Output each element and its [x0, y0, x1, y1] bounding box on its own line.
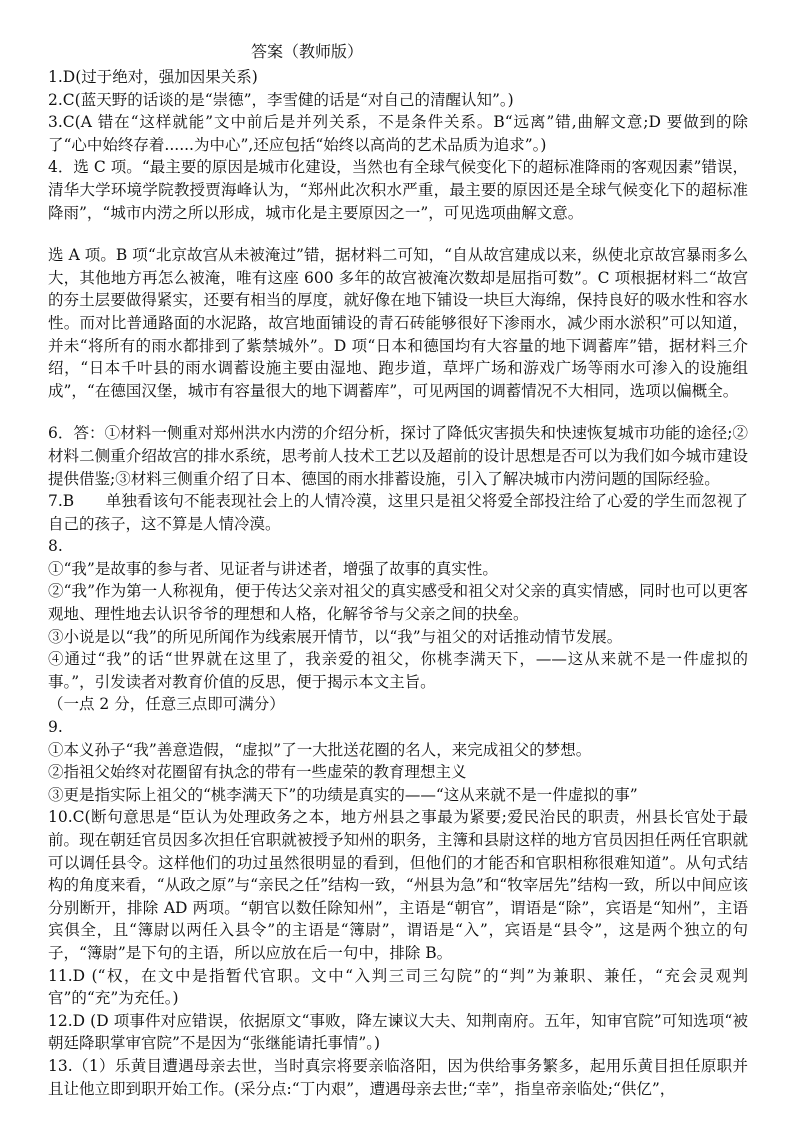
answer-paragraph: 12.D (D 项事件对应错误，依据原文“事败，降左谏议大夫、知荆南府。五年，知审官院”可知选项“被朝廷降职掌审官院”不是因为“张继能请托事情”。): [48, 1011, 748, 1053]
answer-paragraph: ②“我”作为第一人称视角，便于传达父亲对祖父的真实感受和祖父对父亲的真实情感，同时也可以更客观地、理性地去认识爷爷的理想和人格，化解爷爷与父亲之间的抉垒。: [48, 582, 748, 624]
page-title: 答案（教师版）: [250, 42, 363, 61]
answer-paragraph: 10.C(断句意思是“臣认为处理政务之本，地方州县之事最为紧要;爱民治民的职责，州县长官处于最前。现在朝廷官员因多次担任官职就被授予知州的职务，主簿和县尉这样的地方官员因担任两任官职就可以调任县令。这样他们的功过虽然很明显的看到，但他们的才能否和官职相称很难知道”。从句式结构的角度来看，“从政之原”与“亲民之任”结构一致，“州县为急”和“牧宰居先”结构一致，所以中间应该分别断开，排除 AD 两项。“朝官以数任除知州”，主语是“朝官”，谓语是“除”，宾语是“知州”，主语宾俱全，且“簿尉以两任入县令”的主语是“簿尉”，谓语是“入”，宾语是“县令”，这是两个独立的句子，“簿尉”是下句的主语，所以应放在后一句中，排除 B。: [48, 808, 748, 962]
answer-paragraph: 13.（1）乐黄目遭遇母亲去世，当时真宗将要亲临洛阳，因为供给事务繁多，起用乐黄目担任原职并且让他立即到职开始工作。(采分点:“丁内艰”，遭遇母亲去世;“幸”，指皇帝亲临处;“供亿”，: [48, 1056, 748, 1098]
answer-paragraph: ②指祖父始终对花圈留有执念的带有一些虚荣的教育理想主义: [48, 763, 467, 782]
answer-content: [48, 66, 748, 1100]
answer-paragraph: ③小说是以“我”的所见所闻作为线索展开情节，以“我”与祖父的对话推动情节发展。: [48, 627, 623, 646]
answer-paragraph: 2.C(蓝天野的话谈的是“崇德”，李雪健的话是“对自己的清醒认知”。): [48, 90, 514, 109]
answer-paragraph: ④通过“我”的话“世界就在这里了，我亲爱的祖父，你桃李满天下，——这从来就不是一件虚拟的事。”，引发读者对教育价值的反思，便于揭示本文主旨。: [48, 650, 748, 691]
answer-paragraph: 8.: [48, 537, 63, 556]
answer-paragraph: ③更是指实际上祖父的“桃李满天下”的功绩是真实的——“这从来就不是一件虚拟的事”: [48, 785, 638, 804]
answer-paragraph: 6．答：①材料一侧重对郑州洪水内涝的介绍分析，探讨了降低灾害损失和快速恢复城市功能的途径;②材料二侧重介绍故宫的排水系统，思考前人技术工艺以及超前的设计思想是否可以为我们如今城市建设提供借鉴;③材料三侧重介绍了日本、德国的雨水排蓄设施，引入了解决城市内涝问题的国际经验。: [48, 424, 748, 488]
answer-paragraph: 11.D (“权，在文中是指暂代官职。文中“入判三司三勾院”的“判”为兼职、兼任，“充会灵观判官”的“充”为充任。): [48, 966, 748, 1008]
paragraph-gap: [48, 224, 748, 244]
paragraph-gap: [48, 402, 748, 422]
answer-paragraph: 1.D(过于绝对，强加因果关系): [48, 68, 258, 86]
answer-paragraph: 3.C(A 错在“这样就能”文中前后是并列关系，不是条件关系。B“远离”错,曲解文意;D 要做到的除了“心中始终存着......为中心”,还应包括“始终以高尚的艺术品质为追求”。): [48, 113, 748, 154]
answer-paragraph: ①本义孙子“我”善意造假，“虚拟”了一大批送花圈的名人，来完成祖父的梦想。: [48, 740, 592, 759]
answer-paragraph: 4．选 C 项。“最主要的原因是城市化建设，当然也有全球气候变化下的超标准降雨的客观因素”错误，清华大学环境学院教授贾海峰认为，“郑州此次积水严重，最主要的原因还是全球气候变化下的超标准降雨”，“城市内涝之所以形成，城市化是主要原因之一”，可见选项曲解文意。: [48, 158, 748, 222]
answer-paragraph: 选 A 项。B 项“北京故宫从未被淹过”错，据材料二可知，“自从故宫建成以来，纵使北京故宫暴雨多么大，其他地方再怎么被淹，唯有这座 600 多年的故宫被淹次数却是屈指可数”。C 项根据材料二“故宫的夯土层要做得紧实，还要有相当的厚度，就好像在地下铺设一块巨大海绵，保持良好的吸水性和容水性。而对比普通路面的水泥路，故宫地面铺设的青石砖能够很好下渗雨水，减少雨水淤积”可以知道，并未“将所有的雨水都排到了紫禁城外”。D 项“日本和德国均有大容量的地下调蓄库”错，据材料三介绍，“日本千叶县的雨水调蓄设施主要由湿地、跑步道，草坪广场和游戏广场等雨水可渗入的设施组成”，“在德国汉堡，城市有容量很大的地下调蓄库”，可见两国的调蓄情况不大相同，选项以偏概全。: [48, 246, 748, 400]
answer-paragraph: 7.B 单独看该句不能表现社会上的人情冷漠，这里只是祖父将爱全部投注给了心爱的学生而忽视了自己的孩子，这不算是人情冷漠。: [48, 492, 748, 533]
answer-paragraph: 9.: [48, 718, 63, 737]
answer-paragraph: （一点 2 分，任意三点即可满分）: [48, 695, 285, 714]
answer-paragraph: ①“我”是故事的参与者、见证者与讲述者，增强了故事的真实性。: [48, 559, 498, 578]
